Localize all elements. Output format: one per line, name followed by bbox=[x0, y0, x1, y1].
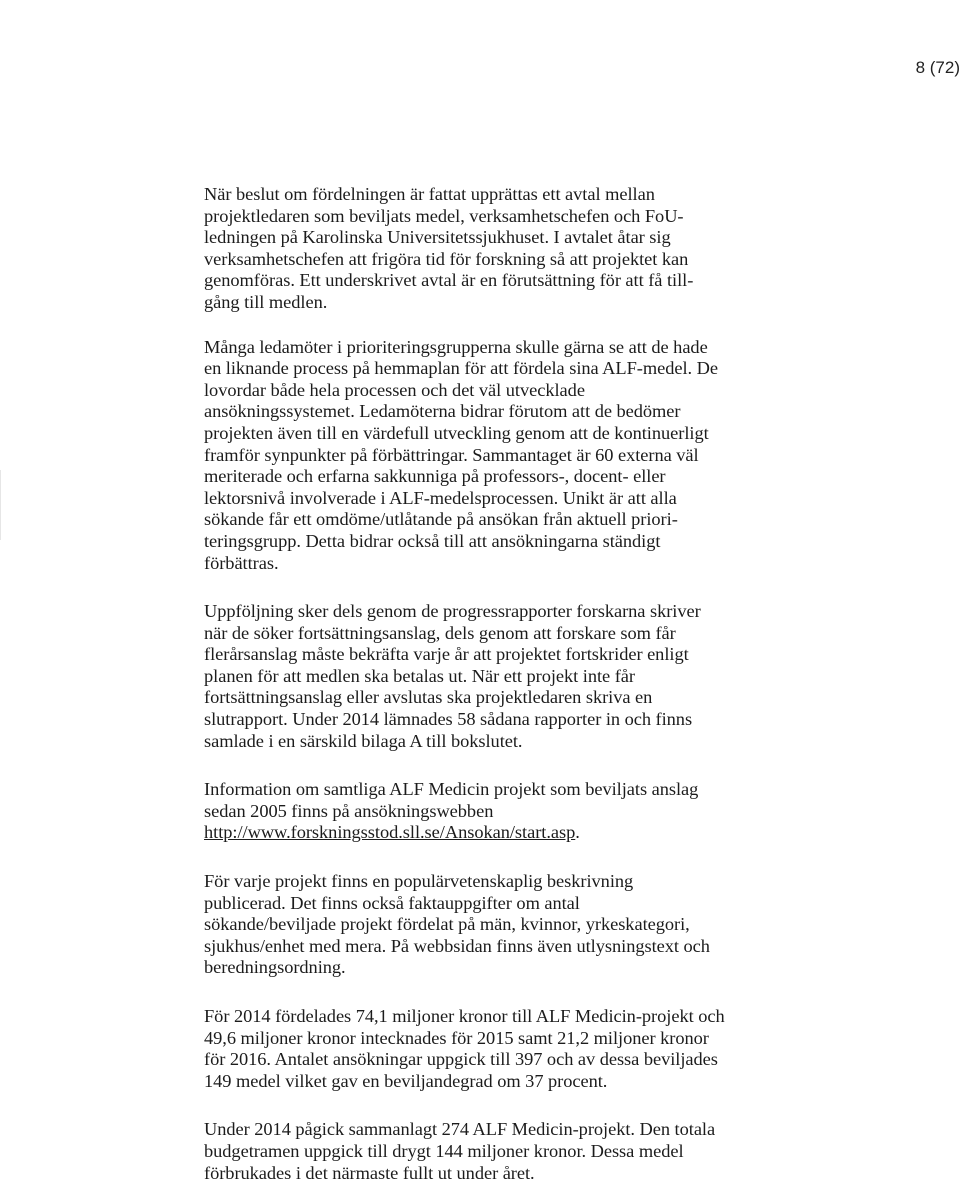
document-body bbox=[204, 184, 794, 1184]
paragraph-follow-up: Uppföljning sker dels genom de progressrapporter forskarna skriver när de söker fortsättningsanslag, dels genom att forskare som får flerårsanslag måste bekräfta varje år att projektet fortskrider enligt planen för att medlen ska betalas ut. När ett projekt inte får fortsättningsanslag eller avslutas ska projektledaren skriva en slutrapport. Under 2014 lämnades 58 sådana rapporter in och finns samlade i en särskild bilaga A till bokslutet. bbox=[204, 601, 701, 751]
page-number: 8 (72) bbox=[915, 58, 960, 77]
information-trailing: . bbox=[575, 822, 580, 843]
paragraph-project-description: För varje projekt finns en populärvetenskaplig beskrivning publicerad. Det finns också faktauppgifter om antal sökande/beviljade projekt fördelat på män, kvinnor, yrkeskategori, sjukhus/enhet med mera. På webbsidan finns även utlysningstext och beredningsordning. bbox=[204, 871, 710, 978]
paragraph-agreement: När beslut om fördelningen är fattat upprättas ett avtal mellan projektledaren som beviljats medel, verksamhetschefen och FoU- ledningen på Karolinska Universitetssjukhuset. I avtalet åtar sig verksamhetschefen att frigöra tid för forskning så att projektet kan genomföras. Ett underskrivet avtal är en förutsättning för att få till- gång till medlen. bbox=[204, 184, 694, 312]
information-text: Information om samtliga ALF Medicin projekt som beviljats anslag sedan 2005 finns på ansökningswebben bbox=[204, 779, 699, 821]
paragraph-committee-members: Många ledamöter i prioriteringsgrupperna skulle gärna se att de hade en liknande process på hemmaplan för att fördela sina ALF-medel. De lovordar både hela processen och det väl utvecklade ansökningssystemet. Ledamöterna bidrar förutom att de bedömer projekten även till en värdefull utveckling genom att de kontinuerligt framför synpunkter på förbättringar. Sammantaget är 60 externa väl meriterade och erfarna sakkunniga på professors-, docent- eller lektorsnivå involverade i ALF-medelsprocessen. Unikt är att alla sökande får ett omdöme/utlåtande på ansökan från aktuell priori- teringsgrupp. Detta bidrar också till att ansökningarna ständigt förbättras. bbox=[204, 336, 718, 573]
application-web-link[interactable]: http://www.forskningsstod.sll.se/Ansokan/start.asp bbox=[204, 822, 576, 843]
scan-edge-mark bbox=[0, 470, 7, 540]
paragraph-funding-2014: För 2014 fördelades 74,1 miljoner kronor till ALF Medicin-projekt och 49,6 miljoner kronor intecknades för 2015 samt 21,2 miljoner kronor för 2016. Antalet ansökningar uppgick till 397 och av dessa beviljades 149 medel vilket gav en beviljandegrad om 37 procent. bbox=[204, 1006, 725, 1091]
paragraph-ongoing-projects: Under 2014 pågick sammanlagt 274 ALF Medicin-projekt. Den totala budgetramen uppgick till drygt 144 miljoner kronor. Dessa medel förbrukades i det närmaste fullt ut under året. bbox=[204, 1119, 716, 1183]
paragraph-information bbox=[204, 779, 794, 844]
